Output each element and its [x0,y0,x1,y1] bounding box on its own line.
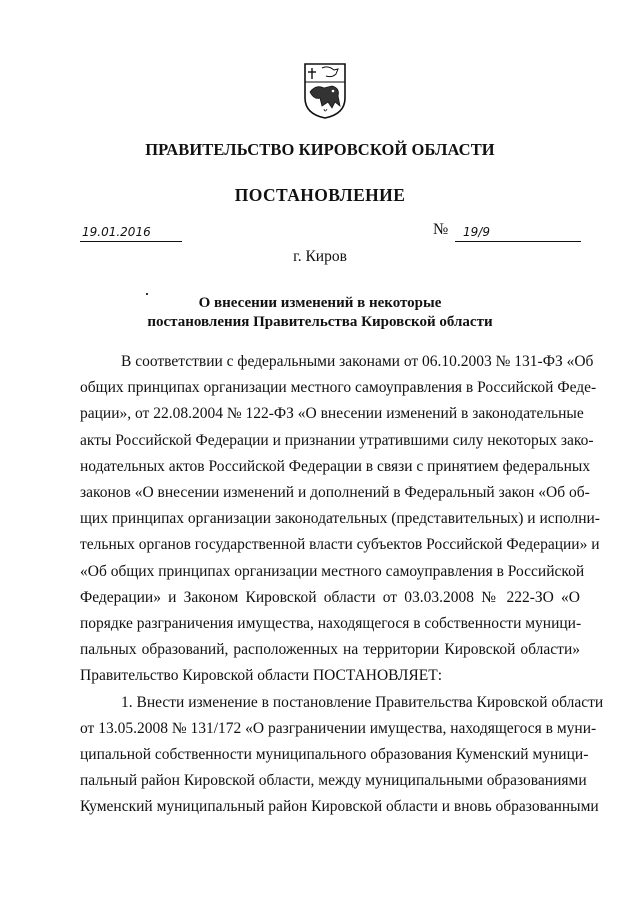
body-line: щих принципах организации законодательных (представительных) и исполни- [80,510,600,528]
document-date: 19.01.2016 [80,224,182,242]
document-number: 19/9 [455,224,581,242]
body-line: пальных образований, расположенных на территории Кировской области» [80,641,580,659]
body-line: нодательных актов Российской Федерации в связи с принятием федеральных [80,457,591,475]
body-line: 1. Внести изменение в постановление Правительства Кировской области [121,693,604,711]
body-line: Правительство Кировской области ПОСТАНОВЛЯЕТ: [80,667,443,685]
body-line: Куменский муниципальный район Кировской области и вновь образованными [80,798,599,816]
kirov-coat-of-arms-icon [302,62,348,120]
number-label: № [433,221,449,238]
body-line: законов «О внесении изменений и дополнений в Федеральный закон «Об об- [80,484,590,502]
document-body [80,349,604,821]
title-line: О внесении изменений в некоторые [198,295,442,311]
body-line: пальный район Кировской области, между муниципальными образованиями [80,772,587,790]
body-line: ципальной собственности муниципального образования Куменский муници- [80,746,589,764]
title-line: постановления Правительства Кировской области [147,314,493,330]
body-line: тельных органов государственной власти субъектов Российской Федерации» и [80,536,600,554]
body-line: Федерации» и Законом Кировской области от 03.03.2008 № 222-ЗО «О [80,588,580,606]
body-line: общих принципах организации местного самоуправления в Российской Феде- [80,379,597,397]
body-line: рации», от 22.08.2004 № 122-ФЗ «О внесении изменений в законодательные [80,405,584,423]
body-line: акты Российской Федерации и признании утратившими силу некоторых зако- [80,431,594,449]
body-line: порядке разграничения имущества, находящегося в собственности муници- [80,615,582,633]
body-line: «Об общих принципах организации местного самоуправления в Российской [80,562,585,580]
document-title [0,294,640,332]
city: г. Киров [293,248,347,265]
document-type: ПОСТАНОВЛЕНИЕ [234,185,406,205]
body-line: В соответствии с федеральными законами от 06.10.2003 № 131-ФЗ «Об [121,353,594,370]
body-line: от 13.05.2008 № 131/172 «О разграничении имущества, находящегося в муни- [80,719,597,737]
government-name: ПРАВИТЕЛЬСТВО КИРОВСКОЙ ОБЛАСТИ [145,140,495,159]
